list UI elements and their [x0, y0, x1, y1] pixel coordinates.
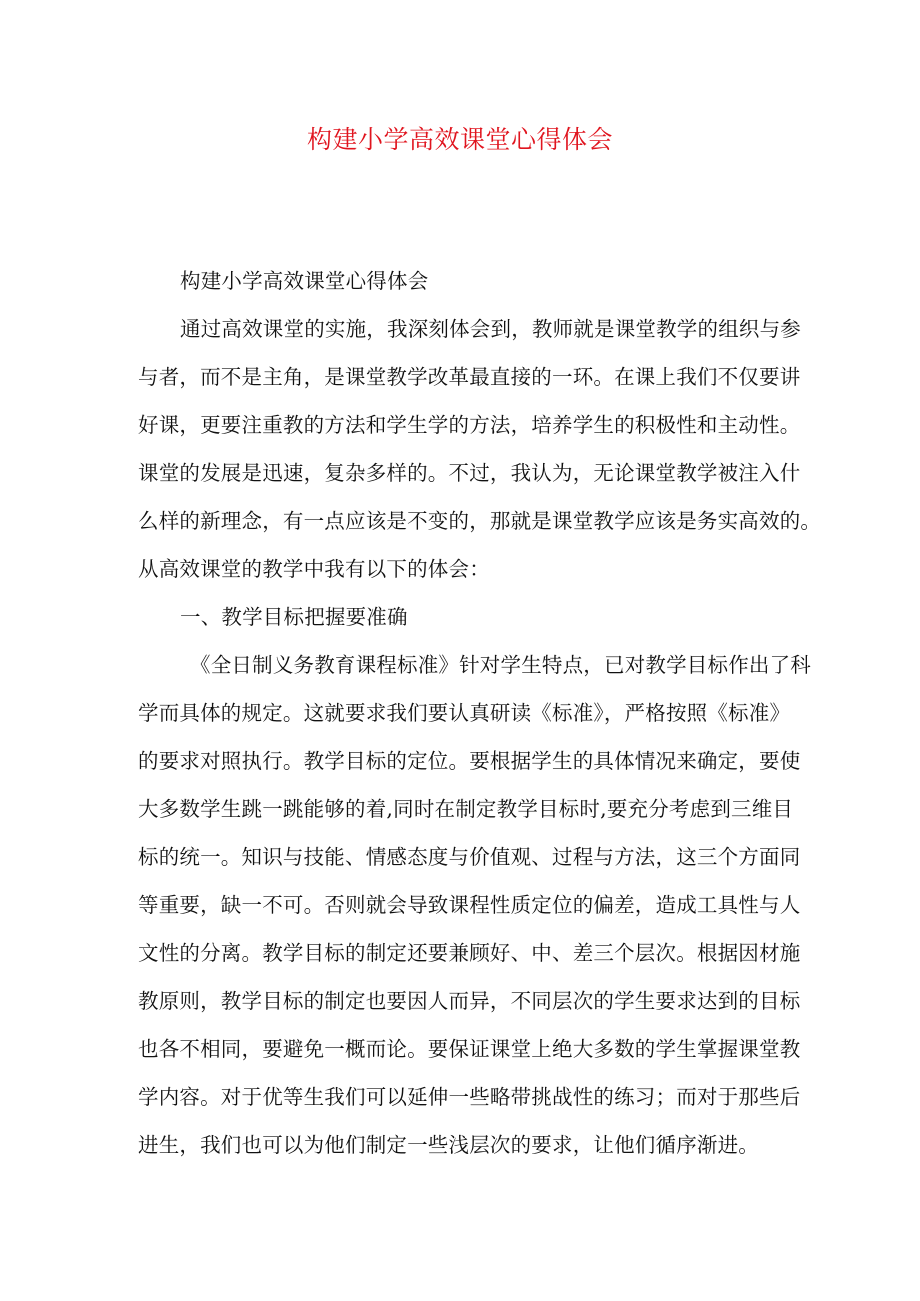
paragraph-line: 也各不相同，要避免一概而论。要保证课堂上绝大多数的学生掌握课堂教 — [138, 1037, 801, 1061]
paragraph-line: 教原则，教学目标的制定也要因人而异，不同层次的学生要求达到的目标 — [138, 989, 801, 1013]
paragraph-line: 课堂的发展是迅速，复杂多样的。不过，我认为，无论课堂教学被注入什 — [138, 461, 801, 485]
paragraph-line: 么样的新理念，有一点应该是不变的，那就是课堂教学应该是务实高效的。 — [138, 509, 822, 533]
section-heading: 一、教学目标把握要准确 — [180, 605, 408, 629]
document-title: 构建小学高效课堂心得体会 — [306, 125, 613, 154]
paragraph-line: 的要求对照执行。教学目标的定位。要根据学生的具体情况来确定，要使 — [138, 749, 801, 773]
paragraph-line: 学内容。对于优等生我们可以延伸一些略带挑战性的练习；而对于那些后 — [138, 1085, 801, 1109]
paragraph-line: 进生，我们也可以为他们制定一些浅层次的要求，让他们循序渐进。 — [138, 1133, 759, 1157]
paragraph-line: 与者，而不是主角，是课堂教学改革最直接的一环。在课上我们不仅要讲 — [138, 365, 801, 389]
paragraph-line: 等重要，缺一不可。否则就会导致课程性质定位的偏差，造成工具性与人 — [138, 893, 801, 917]
paragraph-line: 文性的分离。教学目标的制定还要兼顾好、中、差三个层次。根据因材施 — [138, 941, 801, 965]
paragraph-line: 大多数学生跳一跳能够的着,同时在制定教学目标时,要充分考虑到三维目 — [138, 797, 794, 821]
paragraph-line: 通过高效课堂的实施，我深刻体会到，教师就是课堂教学的组织与参 — [180, 317, 801, 341]
article-heading: 构建小学高效课堂心得体会 — [180, 269, 429, 293]
paragraph-line: 标的统一。知识与技能、情感态度与价值观、过程与方法，这三个方面同 — [138, 845, 801, 869]
paragraph-line: 从高效课堂的教学中我有以下的体会： — [138, 557, 490, 581]
paragraph-line: 好课，更要注重教的方法和学生学的方法，培养学生的积极性和主动性。 — [138, 413, 801, 437]
paragraph-line: 《全日制义务教育课程标准》针对学生特点，已对教学目标作出了科 — [190, 653, 811, 677]
paragraph-line: 学而具体的规定。这就要求我们要认真研读《标准》，严格按照《标准》 — [138, 701, 791, 725]
